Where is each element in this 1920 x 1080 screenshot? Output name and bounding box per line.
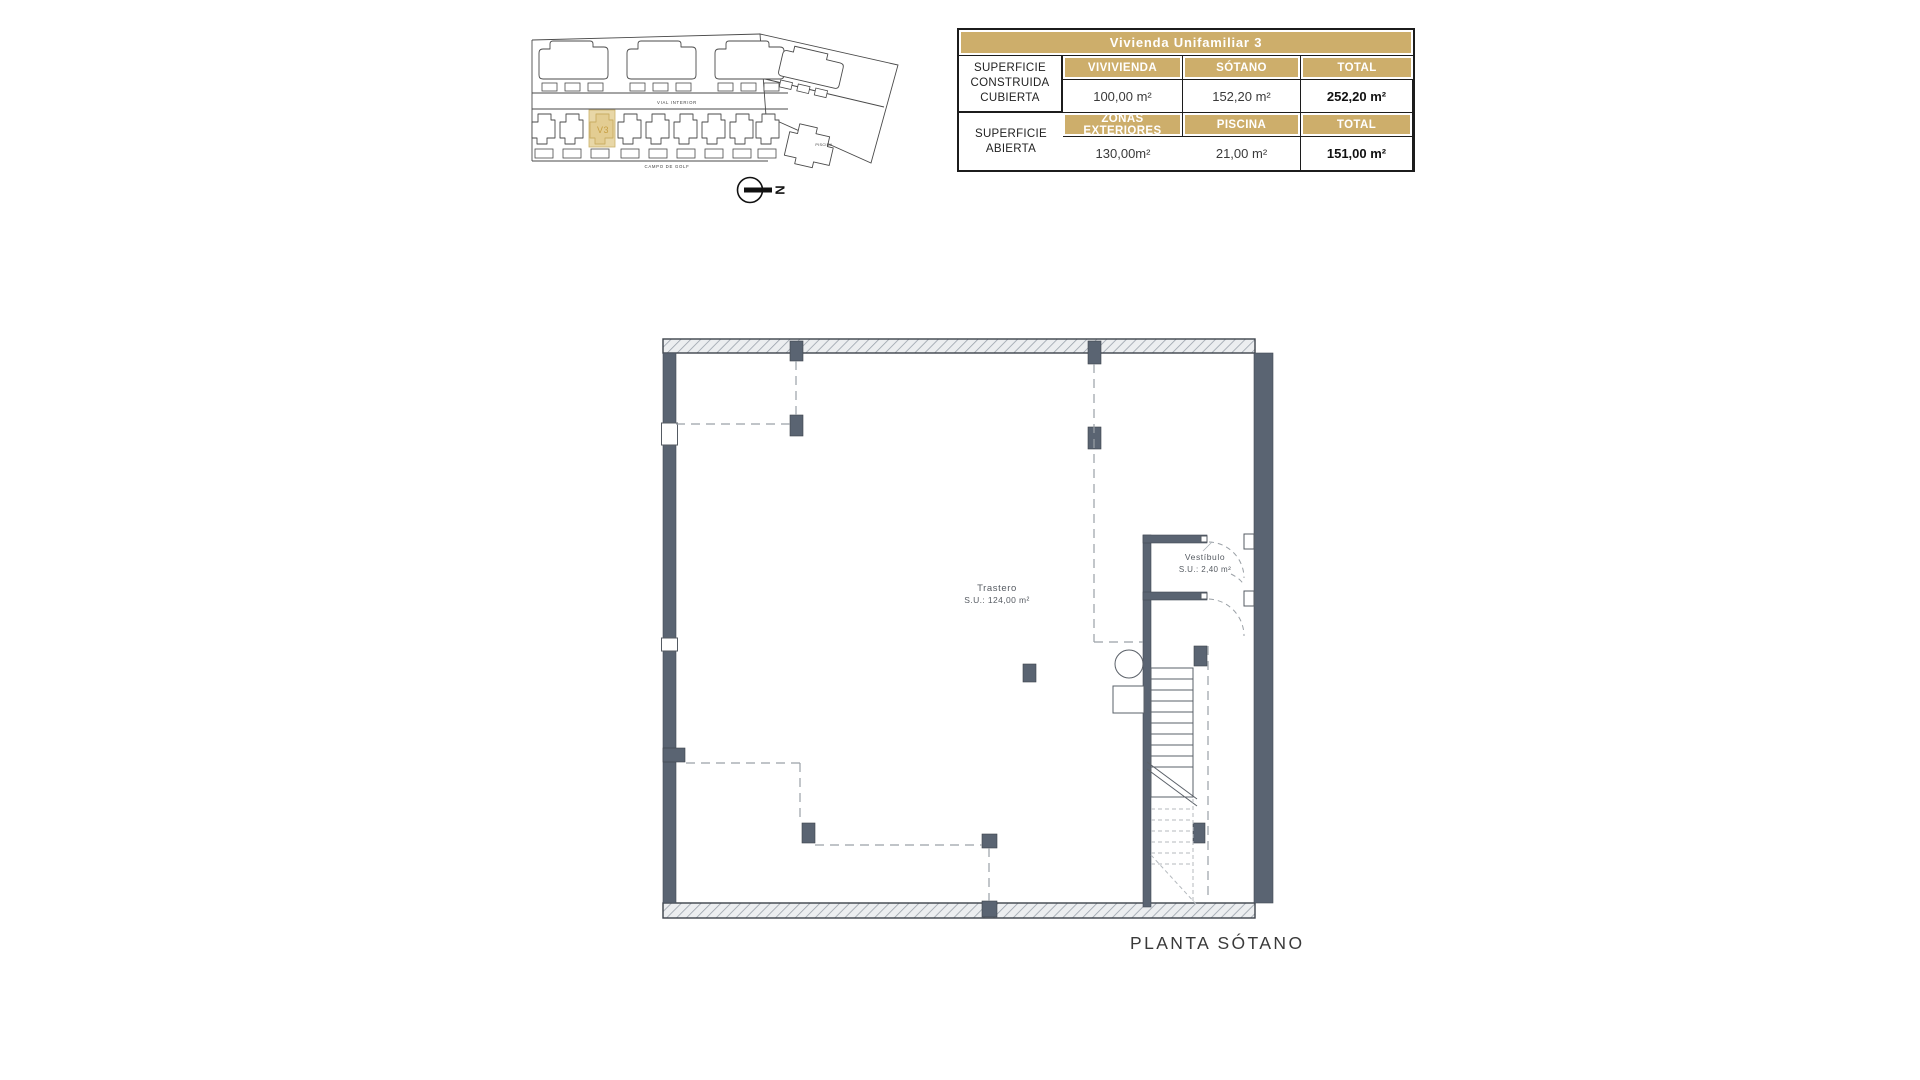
golf-label: CAMPO DE GOLF [644,164,690,169]
vestibule-mid-wall [1143,592,1207,600]
room-area-vestibulo: S.U.: 2,40 m² [1178,565,1232,574]
table-title: Vivienda Unifamiliar 3 [959,30,1413,56]
col-header-vivienda: VIVIVIENDA [1063,56,1183,80]
north-letter: N [772,185,788,195]
plan-caption: PLANTA SÓTANO [1130,933,1305,953]
col-header-total-1: TOTAL [1301,56,1413,80]
value-total-1: 252,20 m² [1301,80,1413,113]
site-plan [530,30,930,220]
site-houses-bottom-row [532,110,779,158]
dashed-layout-lines [676,361,1208,901]
table-grid [959,56,1413,170]
site-right-block [775,44,845,171]
sump-circle [1115,650,1143,678]
pool-label: PISCINA [815,143,833,147]
value-total-2: 151,00 m² [1301,137,1413,170]
value-sotano: 152,20 m² [1183,80,1301,113]
right-wall [1254,353,1273,903]
walls [662,353,1274,907]
site-houses-top-row [539,41,784,91]
value-piscina: 21,00 m² [1183,137,1301,170]
col-header-zonas-exteriores: ZONAS EXTERIORES [1063,113,1183,137]
room-name-trastero: Trastero [977,583,1017,594]
col-header-sotano: SÓTANO [1183,56,1301,80]
service-box [1113,686,1144,713]
vestibule-top-wall [1143,535,1207,543]
col-header-total-2: TOTAL [1301,113,1413,137]
room-name-vestibulo: Vestíbulo [1184,552,1226,562]
value-vivienda: 100,00 m² [1063,80,1183,113]
street-label: VIAL INTERIOR [657,100,697,105]
vestibule-doors [1203,534,1254,636]
row-label-covered-surface: SUPERFICIE CONSTRUIDA CUBIERTA [959,56,1063,113]
room-area-trastero: S.U.: 124,00 m² [964,595,1030,605]
row-label-open-surface: SUPERFICIE ABIERTA [974,127,1047,155]
fixtures [1113,650,1144,713]
floor-plan [640,320,1320,980]
vestibule-side-wall [1143,535,1151,907]
value-zonas-exteriores: 130,00m² [1095,146,1151,161]
staircase [1147,668,1197,904]
columns [663,341,1207,917]
area-summary-table [957,28,1415,172]
v3-label: V3 [596,125,610,135]
site-parking-row [535,149,776,158]
left-wall-joint-2 [662,638,678,651]
left-wall-joint-1 [662,423,678,445]
col-header-piscina: PISCINA [1183,113,1301,137]
north-arrow-icon [738,178,788,203]
